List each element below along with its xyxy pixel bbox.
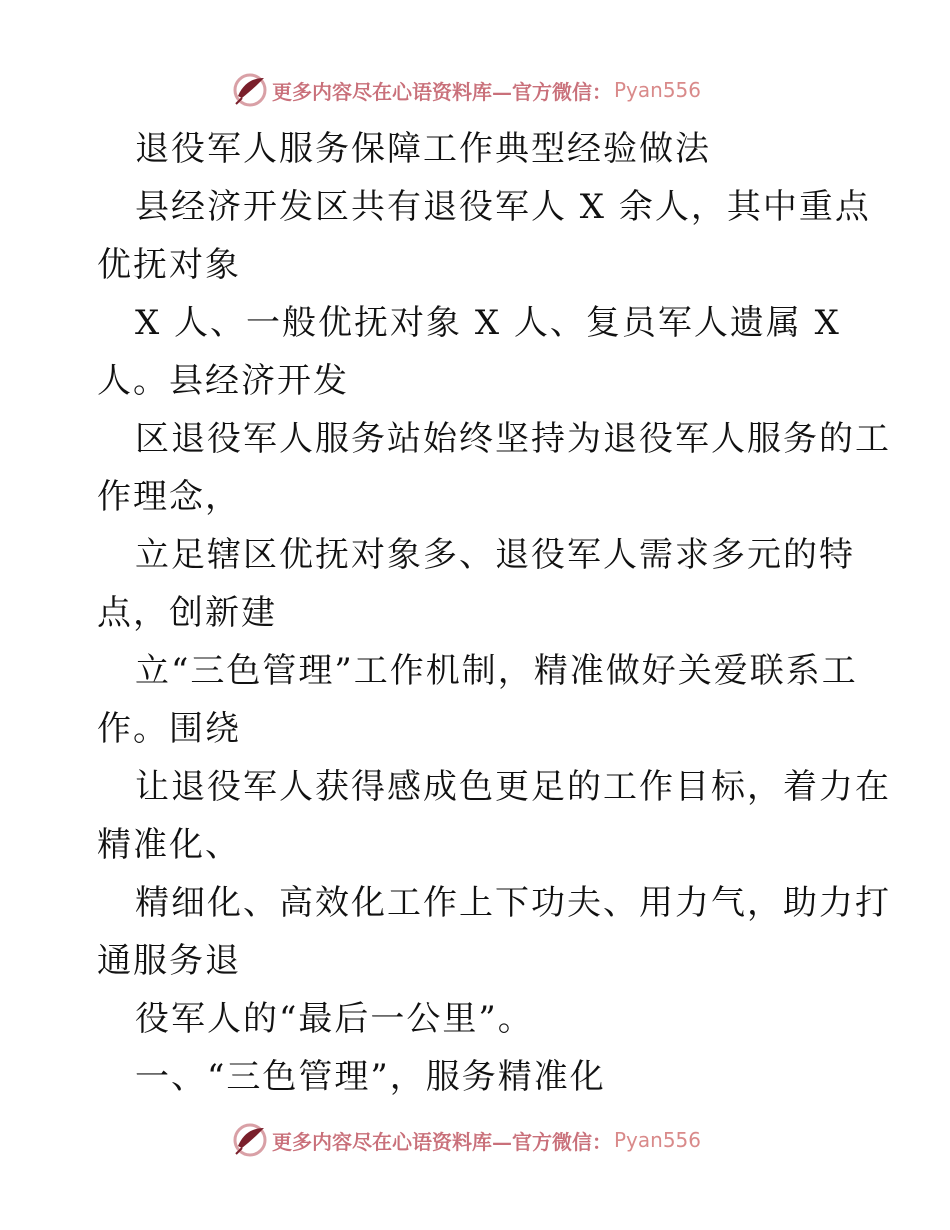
- document-body: [97, 120, 891, 1106]
- paragraph-line: 通服务退: [97, 941, 241, 981]
- paragraph-line: 精准化、: [97, 825, 241, 865]
- header-banner: [232, 70, 752, 110]
- document-title: 退役军人服务保障工作典型经验做法: [135, 129, 711, 169]
- paragraph-line: 立“三色管理”工作机制，精准做好关爱联系工: [135, 651, 858, 691]
- quill-logo-icon: [232, 1122, 268, 1158]
- paragraph-line: 役军人的“最后一公里”。: [135, 999, 534, 1039]
- paragraph-line: X 人、一般优抚对象 X 人、复员军人遗属 X: [135, 303, 841, 343]
- paragraph-line: 精细化、高效化工作上下功夫、用力气，助力打: [135, 883, 891, 923]
- paragraph-line: 立足辖区优抚对象多、退役军人需求多元的特: [135, 535, 855, 575]
- paragraph-line: 让退役军人获得感成色更足的工作目标，着力在: [135, 767, 891, 807]
- paragraph-line: 区退役军人服务站始终坚持为退役军人服务的工: [135, 419, 891, 459]
- banner-text: 更多内容尽在心语资料库—官方微信：: [272, 1129, 612, 1154]
- paragraph-line: 作理念，: [97, 477, 241, 517]
- paragraph-line: 优抚对象: [97, 245, 241, 285]
- footer-banner: [232, 1120, 752, 1160]
- paragraph-line: 作。围绕: [97, 709, 241, 749]
- banner-text: 更多内容尽在心语资料库—官方微信：: [272, 79, 612, 104]
- section-heading: 一、“三色管理”，服务精准化: [135, 1057, 606, 1097]
- paragraph-line: 点，创新建: [97, 593, 277, 633]
- banner-account: Pyan556: [614, 1128, 702, 1152]
- paragraph-line: 人。县经济开发: [97, 361, 349, 401]
- paragraph-line: 县经济开发区共有退役军人 X 余人，其中重点: [135, 187, 871, 227]
- banner-account: Pyan556: [614, 78, 702, 102]
- quill-logo-icon: [232, 72, 268, 108]
